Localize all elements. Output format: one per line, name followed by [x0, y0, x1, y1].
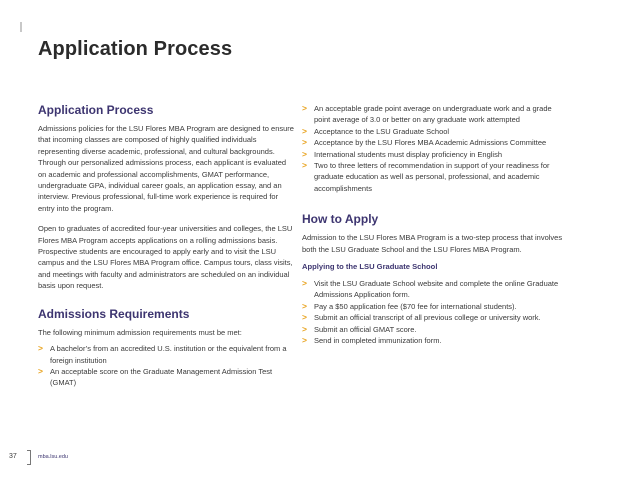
list-item-text: Acceptance to the LSU Graduate School [314, 126, 450, 136]
list-item [302, 301, 564, 312]
graduate-school-subheading: Applying to the LSU Graduate School [302, 262, 438, 272]
right-column [302, 103, 564, 357]
how-to-apply-intro: Admission to the LSU Flores MBA Program is a two-step process that involves both the LSU Graduate School and the LSU Flores MBA Program. [302, 233, 563, 254]
admissions-requirements-intro: The following minimum admission requirements must be met: [38, 327, 242, 337]
list-item [302, 137, 564, 148]
admissions-requirements-list [38, 343, 296, 389]
list-item-text: Send in completed immunization form. [314, 336, 442, 346]
application-process-heading: Application Process [38, 103, 154, 117]
list-item-text: Submit an official transcript of all previous college or university work. [314, 313, 541, 323]
bullet-chevron-icon: > [302, 137, 307, 148]
list-item-text: An acceptable score on the Graduate Management Admission Test (GMAT) [50, 366, 273, 388]
bullet-chevron-icon: > [302, 335, 307, 346]
top-rule-mark [20, 22, 22, 32]
application-process-paragraph: Open to graduates of accredited four-year universities and colleges, the LSU Flores MBA Program accepts applications on a rolling admissions basis. Prospective students are encouraged to apply early and to visit the LSU campus and the LSU Flores MBA Program office. Campus tours, class visits, and meetings with faculty and administrators are scheduled on an individual basis upon request. [38, 224, 293, 291]
bullet-chevron-icon: > [302, 323, 307, 334]
footer-url: mba.lsu.edu [38, 454, 68, 460]
bullet-chevron-icon: > [302, 160, 307, 171]
list-item-text: International students must display proficiency in English [314, 149, 503, 159]
graduate-school-steps-list [302, 278, 564, 346]
list-item-text: Pay a $50 application fee ($70 fee for international students). [314, 301, 517, 311]
list-item [302, 126, 564, 137]
bullet-chevron-icon: > [302, 125, 307, 136]
bullet-chevron-icon: > [302, 103, 307, 113]
bullet-chevron-icon: > [302, 148, 307, 159]
bullet-chevron-icon: > [38, 343, 43, 354]
footer-bracket-mark [27, 450, 31, 465]
bullet-chevron-icon: > [302, 278, 307, 289]
bullet-chevron-icon: > [38, 365, 43, 376]
list-item [38, 343, 296, 366]
list-item [302, 324, 564, 335]
list-item-text: A bachelor’s from an accredited U.S. institution or the equivalent from a foreign institution [50, 344, 287, 365]
list-item [302, 312, 564, 323]
list-item-text: Visit the LSU Graduate School website and complete the online Graduate Admissions Application form. [314, 279, 559, 300]
page-title: Application Process [38, 38, 233, 60]
how-to-apply-heading: How to Apply [302, 212, 379, 227]
list-item [302, 160, 564, 194]
list-item-text: Acceptance by the LSU Flores MBA Academic Admissions Committee [314, 138, 547, 148]
list-item [302, 149, 564, 160]
list-item [302, 278, 564, 301]
list-item-text: Two to three letters of recommendation in support of your readiness for graduate education as well as personal, professional, and academic accomplishments [314, 161, 550, 193]
list-item-text: Submit an official GMAT score. [314, 324, 417, 334]
admissions-requirements-heading: Admissions Requirements [38, 306, 190, 321]
bullet-chevron-icon: > [302, 300, 307, 311]
application-process-paragraph: Admissions policies for the LSU Flores MBA Program are designed to ensure that incoming classes are composed of highly qualified individuals representing diverse academic, professional, and cultural backgrounds. Through our personalized admissions process, each applicant is evaluated on academic and professional accomplishments, GMAT performance, undergraduate GPA, individual career goals, an application essay, and an interview. Previous professional, full-time work experience is required for entry into the program. [38, 124, 294, 213]
list-item [302, 103, 564, 126]
list-item [38, 366, 296, 389]
bullet-chevron-icon: > [302, 312, 307, 323]
requirements-continued-list [302, 103, 564, 194]
left-column [38, 103, 296, 399]
list-item [302, 335, 564, 346]
page-number: 37 [9, 453, 17, 460]
list-item-text: An acceptable grade point average on undergraduate work and a grade point average of 3.0 or better on any graduate work attempted [314, 104, 552, 125]
